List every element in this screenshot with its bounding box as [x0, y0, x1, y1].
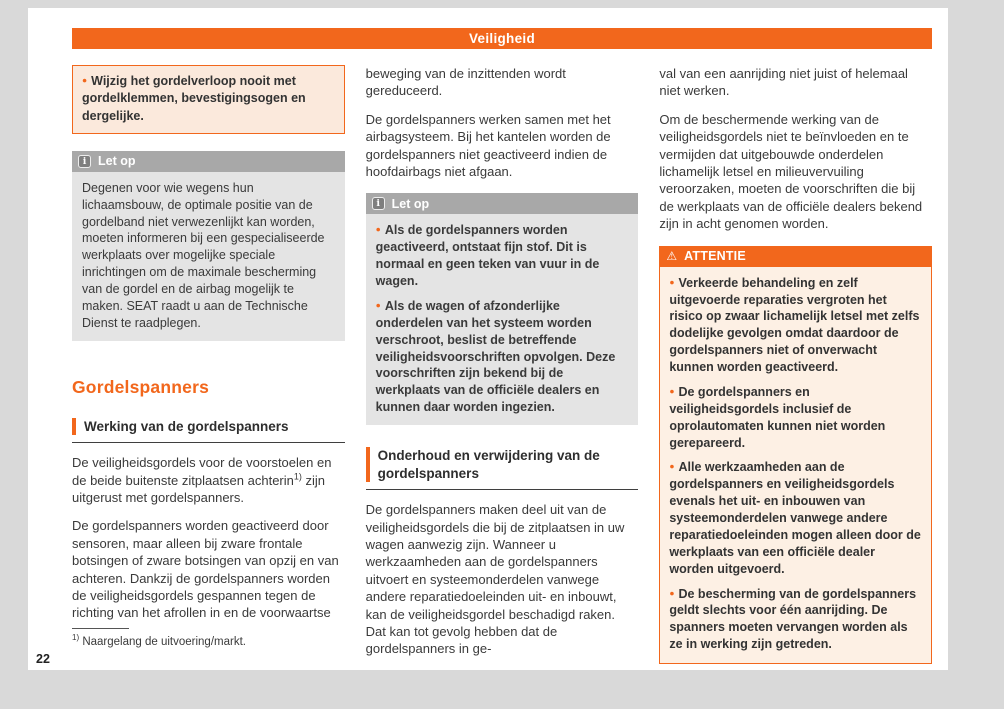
- bullet-icon: ●: [669, 587, 675, 598]
- letop-item: [376, 298, 629, 416]
- bullet-icon: ●: [375, 299, 381, 310]
- footnote-body: Naargelang de uitvoering/markt.: [82, 636, 246, 648]
- letop-body: [366, 214, 639, 425]
- section-heading-werking: [72, 418, 345, 444]
- chapter-header-title: Veiligheid: [468, 31, 536, 46]
- paragraph: beweging van de inzittenden wordt gereduceerd.: [365, 66, 566, 99]
- paragraph: De gordelspanners werken samen met het airbagsysteem. Bij het kantelen worden de gordelspanners niet geactiveerd indien de hoofdairbags niet afgaan.: [365, 111, 611, 180]
- paragraph: Om de beschermende werking van de veiligheidsgordels niet te beïnvloeden en te vermijden dat uitgebouwde onderdelen lichamelijk letsel en milieuvervuiling veroorzaken, moeten de voorschriften die bij de werkplaats van de officiële dealers bekend zijn in acht genomen worden.: [659, 111, 923, 232]
- footnote-text: [72, 633, 345, 648]
- attentie-item: [669, 275, 922, 376]
- attentie-item-text: Verkeerde behandeling en zelf uitgevoerde reparaties vergroten het risico op zwaar lichamelijk letsel met zelfs dodelijke gevolgen omdat daardoor de gordelspanners niet of onverwacht kunnen worden geactiveerd.: [669, 275, 920, 375]
- attentie-header: [659, 246, 932, 267]
- paragraph: [72, 454, 345, 506]
- letop-item-text: Als de gordelspanners worden geactiveerd, ontstaat fijn stof. Dit is normaal en geen teken van vuur in de wagen.: [375, 223, 600, 289]
- section-title: Onderhoud en verwijdering van de gordelspanners: [366, 447, 639, 482]
- letop-header: [72, 151, 345, 172]
- content-columns: [72, 65, 932, 664]
- column-middle: [366, 65, 639, 658]
- paragraph: De gordelspanners worden geactiveerd door sensoren, maar alleen bij zware frontale botsingen of zware botsingen van opzij en van achteren. Dankzij de gordelspanners worden de veiligheidsgordels gespannen tegen de richting van het afrollen in en de voorwaartse: [72, 518, 339, 621]
- safety-note-text: Wijzig het gordelverloop nooit met gordelklemmen, bevestigingsogen en dergelijke.: [82, 74, 306, 123]
- letop-title: Let op: [391, 196, 430, 211]
- manual-page: [28, 8, 948, 670]
- letop-body: [72, 172, 345, 341]
- chapter-header-bar: [72, 28, 932, 49]
- warning-triangle-icon: ⚠: [666, 249, 678, 264]
- bullet-icon: ●: [82, 75, 88, 85]
- attentie-warning-box: [659, 246, 932, 664]
- column-left: [72, 65, 345, 622]
- attentie-item: [669, 586, 922, 654]
- chapter-title: Gordelspanners: [72, 376, 210, 397]
- attentie-item-text: De gordelspanners en veiligheidsgordels inclusief de oprolautomaten kunnen niet worden gerepareerd.: [669, 384, 886, 450]
- bullet-icon: ●: [375, 224, 381, 235]
- paragraph-text: zijn uitgerust met gordelspanners.: [72, 472, 326, 505]
- attentie-item-text: Alle werkzaamheden aan de gordelspanners en veiligheidsgordels evenals het uit- en inbouwen van systeemonderdelen vanwege andere reparatiedoeleinden mogen alleen door de werkplaats van een officiële dealer worden uitgevoerd.: [669, 460, 921, 576]
- attentie-item: [669, 384, 922, 452]
- letop-box-middle: [366, 193, 639, 425]
- paragraph: val van een aanrijding niet juist of helemaal niet werken.: [659, 66, 908, 99]
- attentie-title: ATTENTIE: [684, 249, 746, 264]
- letop-title: Let op: [98, 154, 136, 169]
- footnote: [72, 628, 345, 648]
- bullet-icon: ●: [669, 461, 675, 472]
- attentie-body: [659, 267, 932, 664]
- safety-note-box: [72, 65, 345, 134]
- letop-box-left: [72, 151, 345, 341]
- attentie-item: [669, 459, 922, 577]
- column-right: [659, 65, 932, 664]
- bullet-icon: ●: [669, 276, 675, 287]
- footnote-reference: 1): [293, 471, 302, 482]
- page-number: 22: [36, 652, 50, 666]
- bullet-icon: ●: [669, 385, 675, 396]
- letop-text: Degenen voor wie wegens hun lichaamsbouw, de optimale positie van de gordelband niet verwezenlijkt kan worden, moeten informeren bij een gespecialiseerde werkplaats over mogelijke speciale inrichtingen om de maximale bescherming van de gordel en de airbag mogelijk te maken. SEAT raadt u aan de Technische Dienst te raadplegen.: [82, 180, 325, 330]
- letop-header: [366, 193, 639, 214]
- paragraph: De gordelspanners maken deel uit van de veiligheidsgordels die bij de zitplaatsen in uw wagen aanwezig zijn. Wanneer u werkzaamheden aan de gordelspanners uitvoert en systeemonderdelen vanwege andere reparatiedoeleinden uit- en inbouwt, kan de veiligheidsgordel beschadigd raken. Dat kan tot gevolg hebben dat de gordelspanners in ge-: [365, 502, 625, 657]
- footnote-divider: [72, 628, 129, 629]
- letop-item-text: Als de wagen of afzonderlijke onderdelen van het systeem worden verschroot, beslist de betreffende veiligheidsvoorschriften opvolgen. Deze voorschriften zijn bekend bij de werkplaats van de officiële dealers en kunnen daar worden ingezien.: [375, 298, 616, 415]
- section-heading-onderhoud: [366, 447, 639, 490]
- info-icon: i: [372, 197, 385, 210]
- letop-item: [376, 222, 629, 290]
- attentie-item-text: De bescherming van de gordelspanners geldt slechts voor één aanrijding. De spanners moeten vervangen worden als ze in werking zijn getreden.: [669, 586, 917, 652]
- paragraph-text: De veiligheidsgordels voor de voorstoelen en de beide buitenste zitplaatsen achterin: [72, 455, 332, 488]
- footnote-marker: 1): [72, 633, 80, 643]
- info-icon: i: [78, 155, 91, 168]
- section-title: Werking van de gordelspanners: [72, 418, 345, 436]
